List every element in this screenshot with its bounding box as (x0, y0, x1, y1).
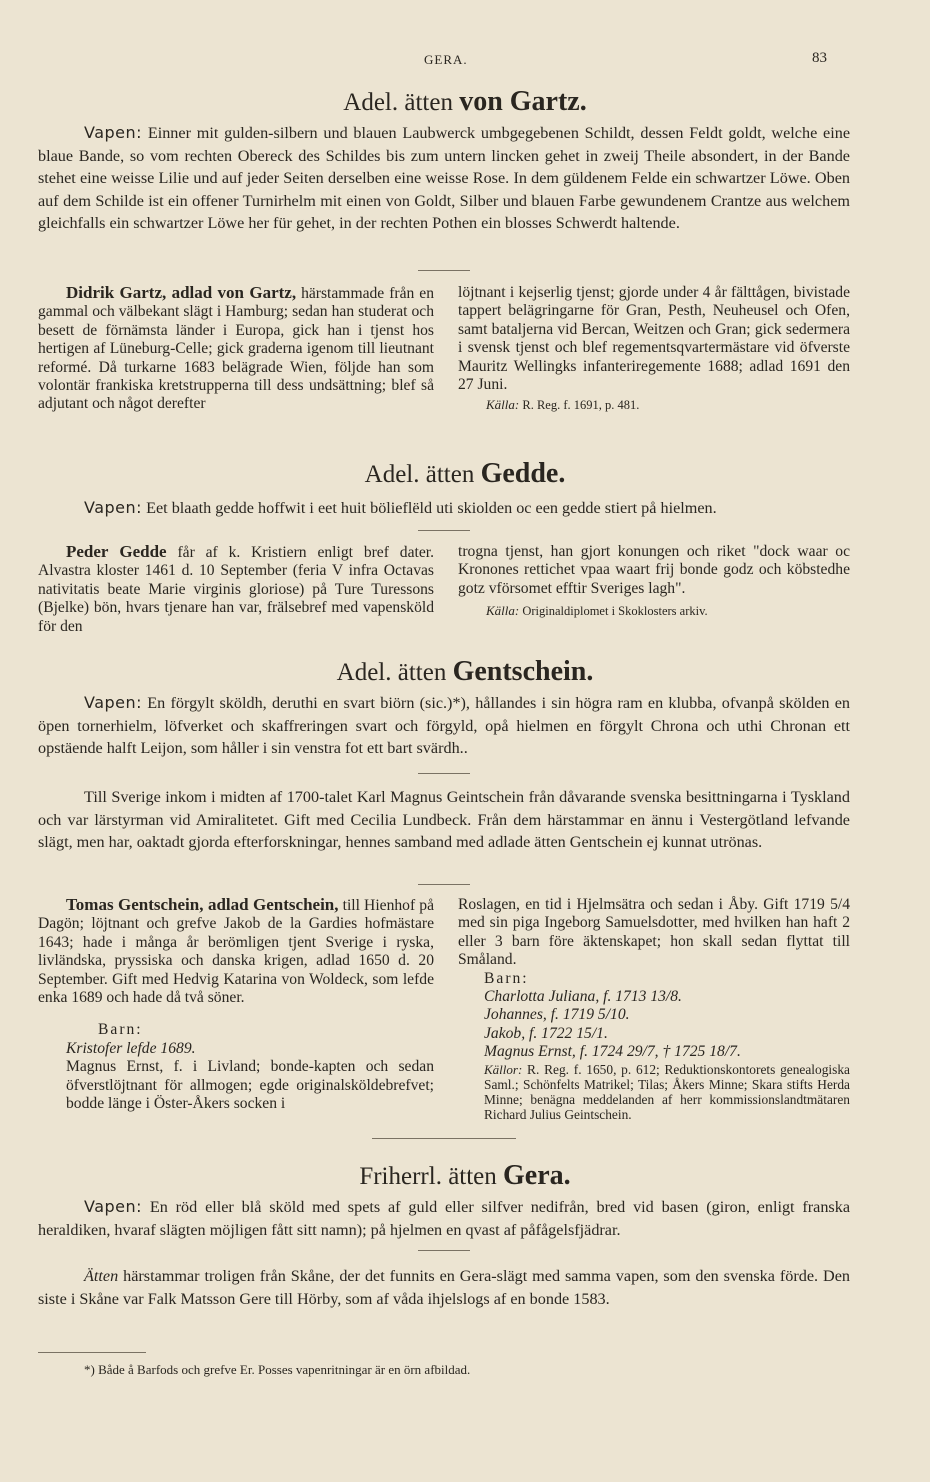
divider (418, 773, 470, 774)
child-entry: Kristofer lefde 1689. (66, 1039, 196, 1057)
source-gartz: Källa: R. Reg. f. 1691, p. 481. (486, 397, 640, 413)
child-entry: Magnus Ernst, f. 1724 29/7, † 1725 18/7. (484, 1043, 741, 1061)
source-gentschein: Källor: R. Reg. f. 1650, p. 612; Reduktionskontorets genealogiska Saml.; Schönfelts Matrikel; Tilas; Åkers Minne; Skara stifts Herda Minne; benägna meddelanden af herr kommissionslandtmätaren Richard Julius Geintschein. (484, 1061, 850, 1122)
source-gedde: Källa: Originaldiplomet i Skoklosters arkiv. (486, 603, 708, 619)
person-gedde-right: trogna tjenst, han gjort konungen och riket "dock waar oc Kronones rettichet vpaa waart frij bonde godz och köbstedhe gotz vförsomet efftir Sveriges lagh". Källa: Originaldiplomet i Skoklosters arkiv. (458, 543, 850, 621)
footnote-rule (38, 1352, 146, 1353)
intro-gentschein: Till Sverige inkom i midten af 1700-talet Karl Magnus Geintschein från dåvarande svenska besittningarna i Tyskland och var lärstyrman vid Amiralitetet. Gift med Cecilia Lundbeck. Från dem härstammar en ännu i Vestergötland lefvande slägt, men har, oaktadt gjorda efterforskningar, hennes samband med adlade ätten Gentschein ej kunnat utrönas. (38, 788, 850, 851)
divider (418, 270, 470, 271)
divider (372, 1138, 516, 1139)
family-name: von Gartz. (459, 86, 587, 117)
running-header (0, 50, 930, 72)
person-gartz-left: Didrik Gartz, adlad von Gartz, härstammade från en gammal och välbekant slägt i Hamburg; sedan han studerat och besett de förnämsta länder i Europa, gick han i tjenst hos hertigen af Lüneburg-Celle; gick graderna igenom till lieutnant reformé. Då turkarne 1683 belägrade Wien, följde han som volontär frankiska kretstrupperna till dess undsättning; blef så adjutant och något derefter (38, 283, 435, 413)
section-title-gera: Friherrl. ätten Gera. (359, 1160, 571, 1191)
vapen-gera: Vapen: En röd eller blå sköld med spets af guld eller silfver nedifrån, bred vid basen (giron, enligt franska heraldiken, hvaraf slägten möjligen fått sitt namn); på hjelmen en qvast af påfågelsfjädrar. (38, 1197, 850, 1239)
child-entry: Magnus Ernst, f. i Livland; bonde-kapten och sedan öfverstlöjtnant för allmogen; egde originalsköldebrefvet; bodde länge i Öster-Åkers socken i (66, 1058, 434, 1113)
section-title-gartz: Adel. ätten von Gartz. (343, 86, 587, 117)
children-heading: Barn: (98, 1021, 143, 1039)
intro-gera: Ätten härstammar troligen från Skåne, der det funnits en Gera-slägt med samma vapen, som den svenska förde. Den siste i Skåne var Falk Matsson Gere till Hörby, som af våda ihjelslogs af en bonde 1583. (38, 1267, 850, 1308)
section-title-gentschein: Adel. ätten Gentschein. (336, 656, 594, 687)
child-entry: Jakob, f. 1722 15/1. (484, 1024, 608, 1042)
child-entry: Johannes, f. 1719 5/10. (484, 1006, 630, 1024)
footnote: *) Både å Barfods och grefve Er. Posses vapenritningar är en örn afbildad. (84, 1362, 471, 1377)
children-heading: Barn: (484, 969, 529, 987)
child-entry: Charlotta Juliana, f. 1713 13/8. (484, 988, 682, 1006)
running-title: GERA. (424, 52, 468, 67)
vapen-gentschein: Vapen: En förgylt sköldh, deruthi en svart biörn (sic.)*), hållandes i sin högra ram en klubba, ofvanpå skölden en öpen tornerhielm, löfverket och skaffreringen svart och förgyld, opå hielmen en förgylt Chrona och uthi Chronan ett opstäende halft Leijon, som håller i sin venstra fot ett bart svärdh.. (38, 693, 851, 757)
family-name: Gera. (503, 1160, 571, 1191)
divider (418, 530, 470, 531)
divider (418, 884, 470, 885)
divider (418, 1250, 470, 1251)
person-gentschein-right: Roslagen, en tid i Hjelmsätra och sedan i Åby. Gift 1719 5/4 med sin piga Ingeborg Samuelsdotter, med hvilken han haft 2 eller 3 barn före äktenskapet; hon skall sedan flyttat till Småland. Barn: Charlotta Juliana, f. 1713 13/8. Johannes, f. 1719 5/10. Jakob, f. 1722 15/1. Magnus Ernst, f. 1724 29/7, † 1725 18/7. Källor: R. Reg. f. 1650, p. 612; Reduktionskontorets genealogiska Saml.; Schönfelts Matrikel; Tilas; Åkers Minne; Skara stifts Herda Minne; benägna meddelanden af herr kommissionslandtmätaren Richard Julius Geintschein. (458, 896, 850, 1122)
family-name: Gentschein. (452, 656, 594, 687)
family-name: Gedde. (480, 458, 566, 489)
person-gentschein-left: Tomas Gentschein, adlad Gentschein, till Hienhof på Dagön; löjtnant och grefve Jakob de la Gardies hofmästare 1643; hade i många år berömligen tjent Sverige i ryska, livländska, pryssiska och danska krigen, adlad 1650 d. 20 September. Gift med Hedvig Katarina von Woldeck, som lefde enka 1689 och hade då två söner. Barn: Kristofer lefde 1689. Magnus Ernst, f. i Livland; bonde-kapten och sedan öfverstlöjtnant för allmogen; egde originalsköldebrefvet; bodde länge i Öster-Åkers socken i (38, 895, 434, 1113)
page-number: 83 (812, 50, 827, 66)
person-gartz-right: löjtnant i kejserlig tjenst; gjorde under 4 år fälttågen, bivistade tappert belägringarne för Gran, Pesth, Neuheusel och Ofen, samt bataljerna vid Bercan, Weitzen och Gran; gick sedermera i svensk tjenst och blef regementsqvartermästare vid öfverste Mauritz Wellingks infanteriregemente 1688; adlad 1691 den 27 Juni. Källa: R. Reg. f. 1691, p. 481. (458, 284, 850, 415)
person-gedde-left: Peder Gedde får af k. Kristiern enligt bref dater. Alvastra kloster 1461 d. 10 September (feria V infra Octavas nativitatis beate Marie virginis gloriose) på Ture Turessons (Bjelke) bön, hvars tjenare han var, frälsebref med vapensköld för den (38, 542, 434, 635)
vapen-gedde: Vapen: Eet blaath gedde hoffwit i eet huit bölieflëld uti skiolden oc een gedde stiert på hielmen. (84, 498, 717, 517)
vapen-gartz: Vapen: Einner mit gulden-silbern und blauen Laubwerck umbgegebenen Schildt, dessen Feldt goldt, welche eine blaue Bande, so vom rechten Obereck des Schildes bis zum untern lincken gehet in zweij Theile absondert, in der Bande stehet eine weisse Lilie und auf jeder Seiten derselben eine weisse Rose. In dem güldenem Felde ein schwartzer Löwe. Oben auf dem Schilde ist ein offener Turnirhelm mit einen von Goldt, Silber und blauen Farbe gewundenem Crantze aus welchem gleichfalls ein schwartzer Löwe her für gehet, in der rechten Pothen ein blosses Schwerdt haltende. (38, 123, 850, 232)
section-title-gedde: Adel. ätten Gedde. (364, 458, 566, 489)
